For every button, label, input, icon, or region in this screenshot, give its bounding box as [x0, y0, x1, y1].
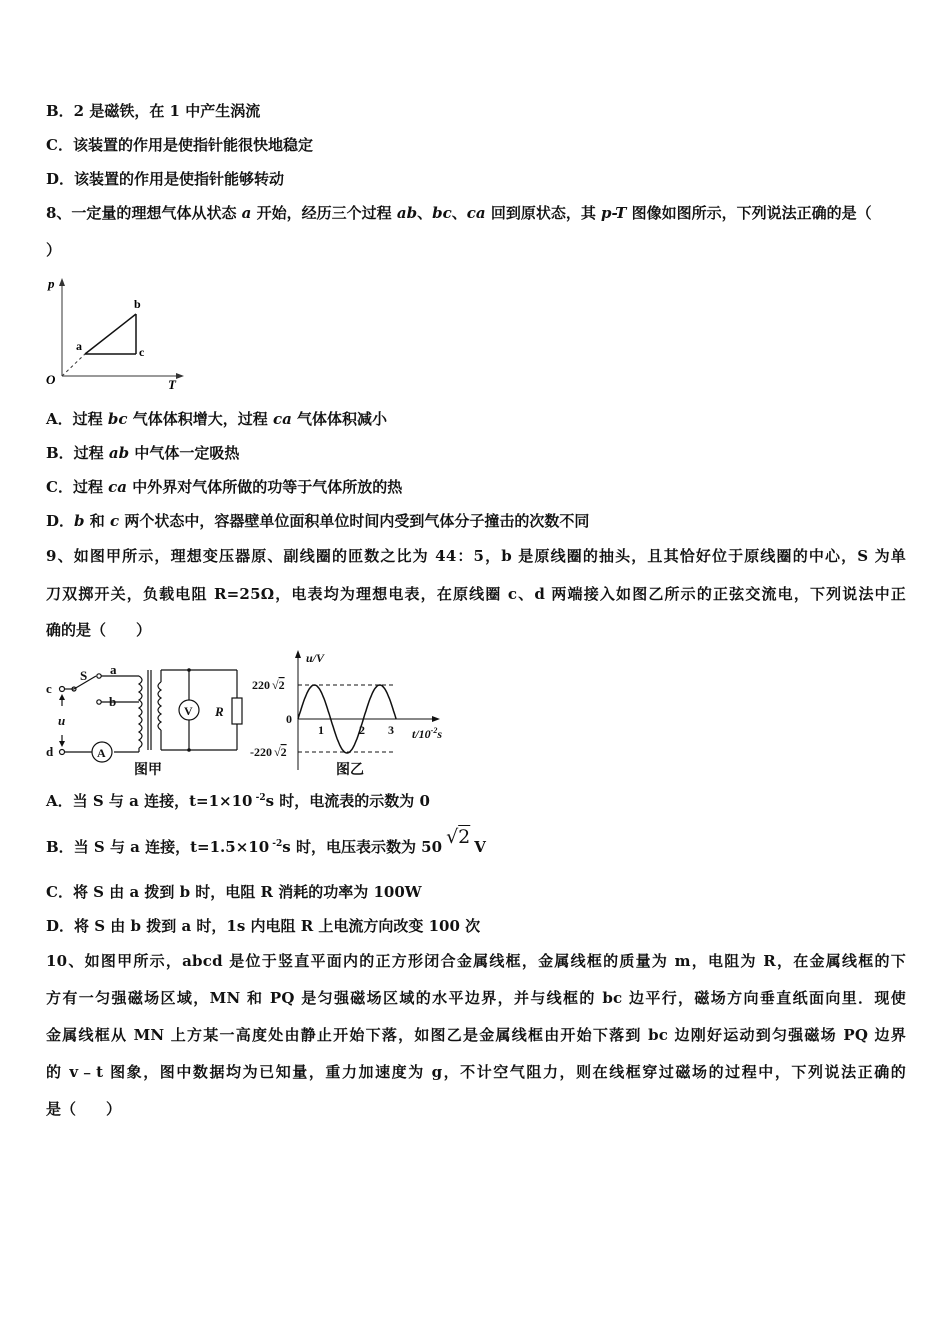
- q8-point-b: b: [134, 297, 141, 311]
- q8-option-c: C．过程 ca 中外界对气体所做的功等于气体所放的热: [46, 478, 403, 496]
- q9-option-b: B．当 S 与 a 连接，t=1.5×10 $^{-2}$s 时，电压表示数为 50 √2 V: [46, 826, 486, 856]
- q9-ammeter-label: A: [97, 746, 106, 760]
- q8-axis-p: p: [48, 276, 55, 291]
- q9-switch-s-label: S: [80, 668, 88, 683]
- sqrt-two-icon: √2: [446, 826, 471, 848]
- q9-contact-b-label: b: [109, 694, 117, 709]
- q9-fig2-caption: 图乙: [336, 763, 364, 778]
- q10-stem-line1: 10、如图甲所示，abcd 是位于竖直平面内的正方形闭合金属线框，金属线框的质量为 m，电阻为 R，在金属线框的下: [46, 952, 906, 970]
- q9-option-c: C．将 S 由 a 拨到 b 时，电阻 R 消耗的功率为 100W: [46, 883, 422, 901]
- q9-axis-t-label: $t/10^{-2}s$: [412, 726, 443, 741]
- q10-stem-line4: 的 v﹣t 图象，图中数据均为已知量，重力加速度为 g，不计空气阻力，则在线框穿过磁场的过程中，下列说法正确的: [46, 1063, 906, 1081]
- q8-option-a: A．过程 bc 气体体积增大，过程 ca 气体体积减小: [46, 410, 388, 428]
- q9-resistor-label: R: [215, 704, 224, 719]
- q8-stem-line1: 8、一定量的理想气体从状态 a 开始，经历三个过程 ab、bc、ca 回到原状态，其 p-T 图像如图所示，下列说法正确的是（: [46, 204, 872, 222]
- q9-figure-sine: [250, 646, 460, 780]
- q9-tick-3: 3: [388, 723, 394, 737]
- q10-stem-line2: 方有一匀强磁场区域，MN 和 PQ 是匀强磁场区域的水平边界，并与线框的 bc 边平行，磁场方向垂直纸面向里．现使: [46, 989, 906, 1007]
- q7-option-b: B．2 是磁铁，在 1 中产生涡流: [46, 102, 261, 120]
- q9-terminal-c-label: c: [46, 681, 52, 696]
- q9-axis-u-label: u/V: [306, 651, 325, 665]
- q9-tick-2: 2: [359, 723, 365, 737]
- q9-stem-line3: 确的是（ ）: [46, 621, 152, 639]
- q10-stem-line3: 金属线框从 MN 上方某一高度处由静止开始下落，如图乙是金属线框由开始下落到 bc 边刚好运动到匀强磁场 PQ 边界: [46, 1026, 906, 1044]
- q9-option-a: A．当 S 与 a 连接，t=1×10 $^{-2}$s 时，电流表的示数为 0: [46, 792, 430, 810]
- q9-voltmeter-label: V: [184, 704, 193, 718]
- q9-peak-value: 220 √2: [252, 678, 285, 692]
- q8-option-b: B．过程 ab 中气体一定吸热: [46, 444, 240, 462]
- q9-contact-a-label: a: [110, 662, 117, 677]
- q9-terminal-d-label: d: [46, 744, 54, 759]
- q7-option-d: D．该装置的作用是使指针能够转动: [46, 170, 285, 188]
- q9-trough-value: -220 √2: [250, 745, 287, 759]
- q9-u-label: u: [58, 713, 66, 728]
- q9-stem-line2: 刀双掷开关，负载电阻 R=25Ω，电表均为理想电表，在原线圈 c、d 两端接入如图乙所示的正弦交流电，下列说法中正: [46, 585, 906, 603]
- q8-point-c: c: [139, 345, 145, 359]
- q8-origin: O: [46, 372, 56, 387]
- q9-zero-label: 0: [286, 712, 292, 726]
- q8-option-d: D．b 和 c 两个状态中，容器壁单位面积单位时间内受到气体分子撞击的次数不同: [46, 512, 590, 530]
- q9-figure-circuit: [44, 662, 249, 780]
- q8-pt-graph: [40, 272, 190, 392]
- q7-option-c: C．该装置的作用是使指针能很快地稳定: [46, 136, 313, 154]
- q9-stem-line1: 9、如图甲所示，理想变压器原、副线圈的匝数之比为 44：5，b 是原线圈的抽头，且其恰好位于原线圈的中心，S 为单: [46, 547, 906, 565]
- q9-option-d: D．将 S 由 b 拨到 a 时，1s 内电阻 R 上电流方向改变 100 次: [46, 917, 481, 935]
- q8-axis-t: T: [168, 377, 176, 392]
- q8-point-a: a: [76, 339, 82, 353]
- q8-stem-line2: ）: [46, 241, 62, 259]
- q10-stem-line5: 是（ ）: [46, 1100, 122, 1118]
- q9-tick-1: 1: [318, 723, 324, 737]
- q9-fig1-caption: 图甲: [134, 763, 162, 778]
